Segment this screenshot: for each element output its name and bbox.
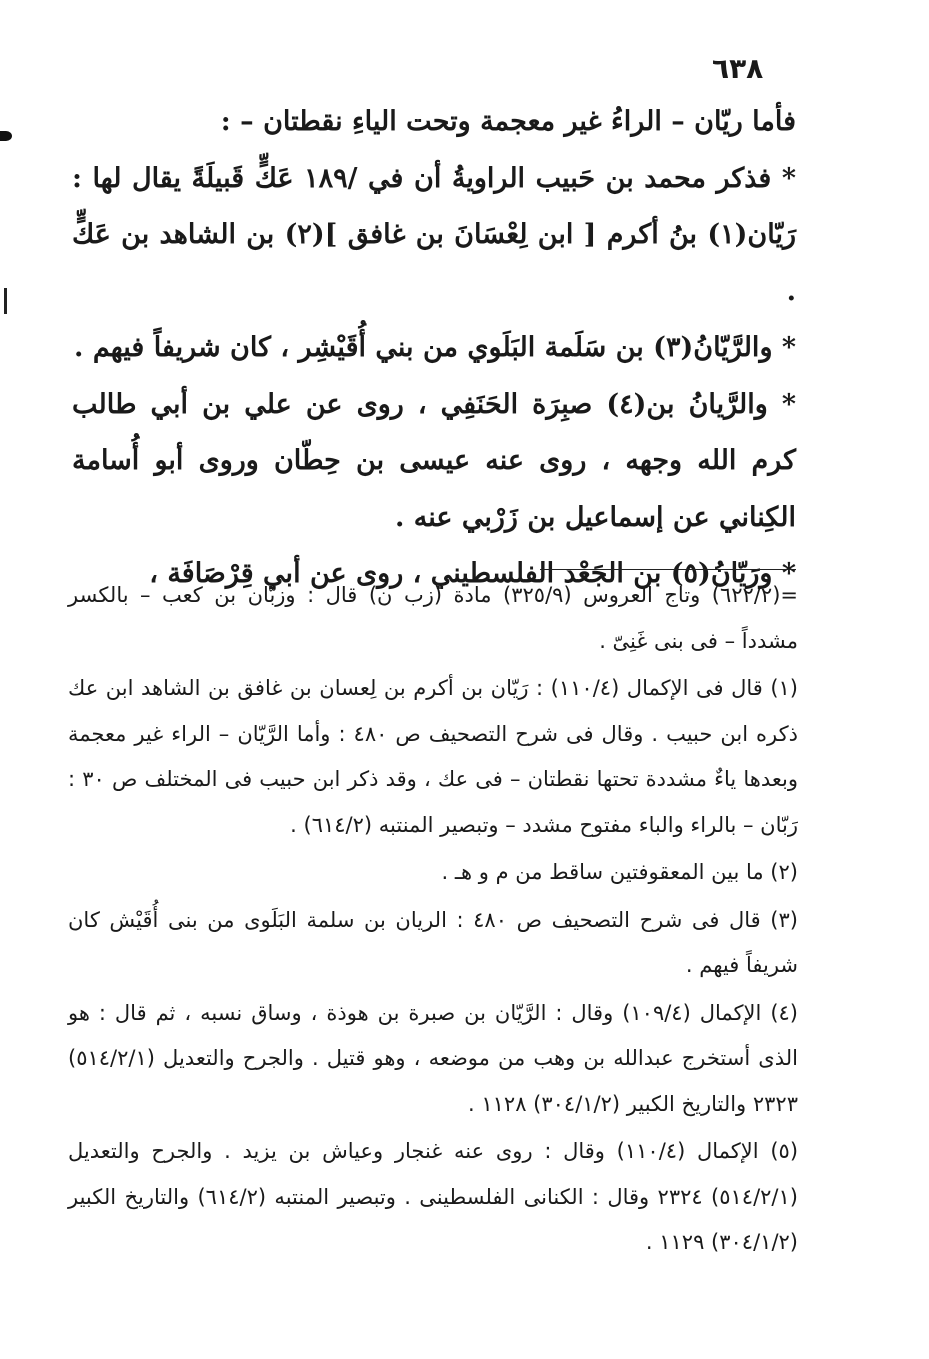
footnote-5: (٥) الإكمال (١١٠/٤) وقال : روى عنه غنجار وعياش بن يزيد . والجرح والتعديل (٥١٤/٢/١) ٢٣٢٤ وقال : الكنانى الفلسطينى . وتبصير المنتبه (٦١٤/٢) والتاريخ الكبير (٣٠٤/١/٢) ١١٢٩ . bbox=[68, 1139, 799, 1254]
main-paragraph: * والرَّيانُ بن(٤) صبِرَة الحَنَفِي ، روى عن علي بن أبي طالب كرم الله وجهه ، روى عنه عيسى بن حِطّان وروى أبو أُسامة الكِناني عن إسماعيل بن زَرْبي عنه . bbox=[72, 388, 796, 533]
footnote-3: (٣) قال فى شرح التصحيف ص ٤٨٠ : الريان بن سلمة البَلَوى من بنى أُقَيْش كان شريفاً فيهم . bbox=[68, 907, 798, 977]
main-paragraph: * ورَيّانُ(٥) بن الجَعْد الفلسطيني ، روى عن أبي قِرْصَافَة ، bbox=[149, 558, 796, 589]
footnote-separator bbox=[540, 569, 796, 570]
scan-edge-line bbox=[4, 288, 7, 314]
main-text-body bbox=[72, 94, 796, 603]
main-paragraph: فأما ريّان – الراءُ غير معجمة وتحت الياءِ نقطتان – : bbox=[220, 106, 796, 137]
main-paragraph: * فذكر محمد بن حَبيب الراويةُ أن في /١٨٩ عَكٍّ قَبيلَةً يقال لها : رَيّان(١) بنُ أكرم [ ابن لِعْسَانَ بن غافق ](٢) بن الشاهد بن عَكٍّ . bbox=[72, 162, 797, 307]
footnote-2: (٢) ما بين المعقوفتين ساقط من م و هـ . bbox=[441, 860, 798, 884]
footnote-1: (١) قال فى الإكمال (١١٠/٤) : رَيّان بن أكرم بن لِعسان بن غافق بن الشاهد ابن عك ذكره ابن حبيب . وقال فى شرح التصحيف ص ٤٨٠ : وأما الرَّيّان – الراء غير معجمة وبعدها ياءٌ مشددة تحتها نقطتان – فى عك ، وقد ذكر ابن حبيب فى المختلف ص ٣٠ : رَبّان – بالراء والباء مفتوح مشدد – وتبصير المنتبه (٦١٤/٢) . bbox=[68, 676, 798, 837]
page-number: ٦٣٨ bbox=[712, 52, 764, 85]
footnote-continuation: =(٦٢٢/٢) وتاج العروس (٣٢٥/٩) مادة (زب ن) قال : وزبّان بن كعب – بالكسر مشدداً – فى بنى غَنِىّ . bbox=[68, 583, 798, 653]
footnotes-section bbox=[68, 573, 798, 1266]
main-paragraph: * والرَّيّانُ(٣) بن سَلَمة البَلَوي من بني أُقَيْشِر ، كان شريفاً فيهم . bbox=[74, 332, 796, 363]
scan-edge-mark bbox=[0, 131, 12, 141]
footnote-4: (٤) الإكمال (١٠٩/٤) وقال : الرَّيّان بن صبرة بن هوذة ، وساق نسبه ، ثم قال : هو الذى أستخرج عبدالله بن وهب من موضعه ، وهو قتيل . والجرح والتعديل (٥١٤/٢/١) ٢٣٢٣ والتاريخ الكبير (٣٠٤/١/٢) ١١٢٨ . bbox=[68, 1000, 798, 1116]
